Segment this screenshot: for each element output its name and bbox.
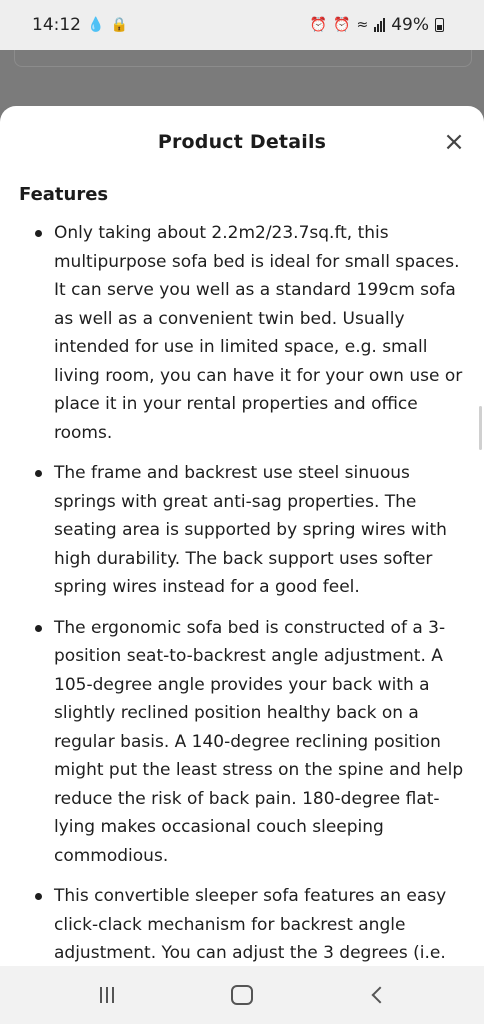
status-left — [32, 15, 128, 35]
background-card — [14, 50, 472, 67]
sheet-header — [0, 106, 484, 178]
back-icon — [371, 987, 388, 1004]
sheet-title: Product Details — [157, 131, 327, 153]
alarm-badge-icon: ⏰ — [309, 17, 328, 33]
section-title-features: Features — [19, 184, 109, 205]
drop-icon: 💧 — [87, 17, 105, 33]
bullet-icon — [35, 893, 42, 900]
feature-text: This convertible sleeper sofa features an easy click-clack mechanism for backrest angle adjustment. You can adjust the 3 degrees (i.e. — [54, 886, 447, 963]
list-item — [0, 459, 466, 602]
wifi-icon: ≈ — [356, 17, 369, 33]
scrollbar[interactable] — [479, 406, 482, 450]
status-bar — [0, 0, 484, 50]
alarm-clock-icon: ⏰ — [333, 17, 351, 33]
back-button[interactable] — [347, 975, 407, 1015]
status-right — [310, 15, 444, 35]
bullet-icon — [35, 625, 42, 632]
battery-icon — [435, 18, 444, 32]
home-button[interactable] — [212, 975, 272, 1015]
navigation-bar — [0, 966, 484, 1024]
bullet-icon — [35, 470, 42, 477]
list-item — [0, 882, 466, 966]
feature-list — [0, 219, 484, 966]
feature-text: The ergonomic sofa bed is constructed of a 3-position seat-to-backrest angle adjustment. A 105-degree angle provides your back with a slightly reclined position healthy back on a regular basis. A 140-degree reclining position might put the least stress on the spine and help reduce the risk of back pain. 180-degree flat-lying makes occasional couch sleeping commodious. — [54, 617, 464, 866]
feature-text: The frame and backrest use steel sinuous springs with great anti-sag properties. The seating area is supported by spring wires with high durability. The back support uses softer spring wires instead for a good feel. — [54, 463, 447, 597]
recents-button[interactable] — [77, 975, 137, 1015]
bullet-icon — [35, 230, 42, 237]
feature-text: Only taking about 2.2m2/23.7sq.ft, this multipurpose sofa bed is ideal for small spaces. It can serve you well as a standard 199cm sofa as well as a convenient twin bed. Usually intended for use in limited space, e.g. small living room, you can have it for your own use or place it in your rental properties and office rooms. — [54, 223, 463, 443]
recents-icon — [100, 987, 114, 1003]
home-icon — [231, 985, 253, 1005]
dimmed-backdrop[interactable] — [0, 50, 484, 108]
close-button[interactable] — [440, 128, 468, 156]
signal-icon — [374, 18, 385, 32]
product-details-sheet — [0, 106, 484, 966]
close-icon: × — [443, 127, 465, 157]
status-time: 14:12 — [32, 15, 81, 35]
list-item — [0, 614, 466, 871]
lock-icon: 🔒 — [110, 17, 128, 33]
list-item — [0, 219, 466, 447]
battery-percent: 49% — [391, 15, 429, 35]
